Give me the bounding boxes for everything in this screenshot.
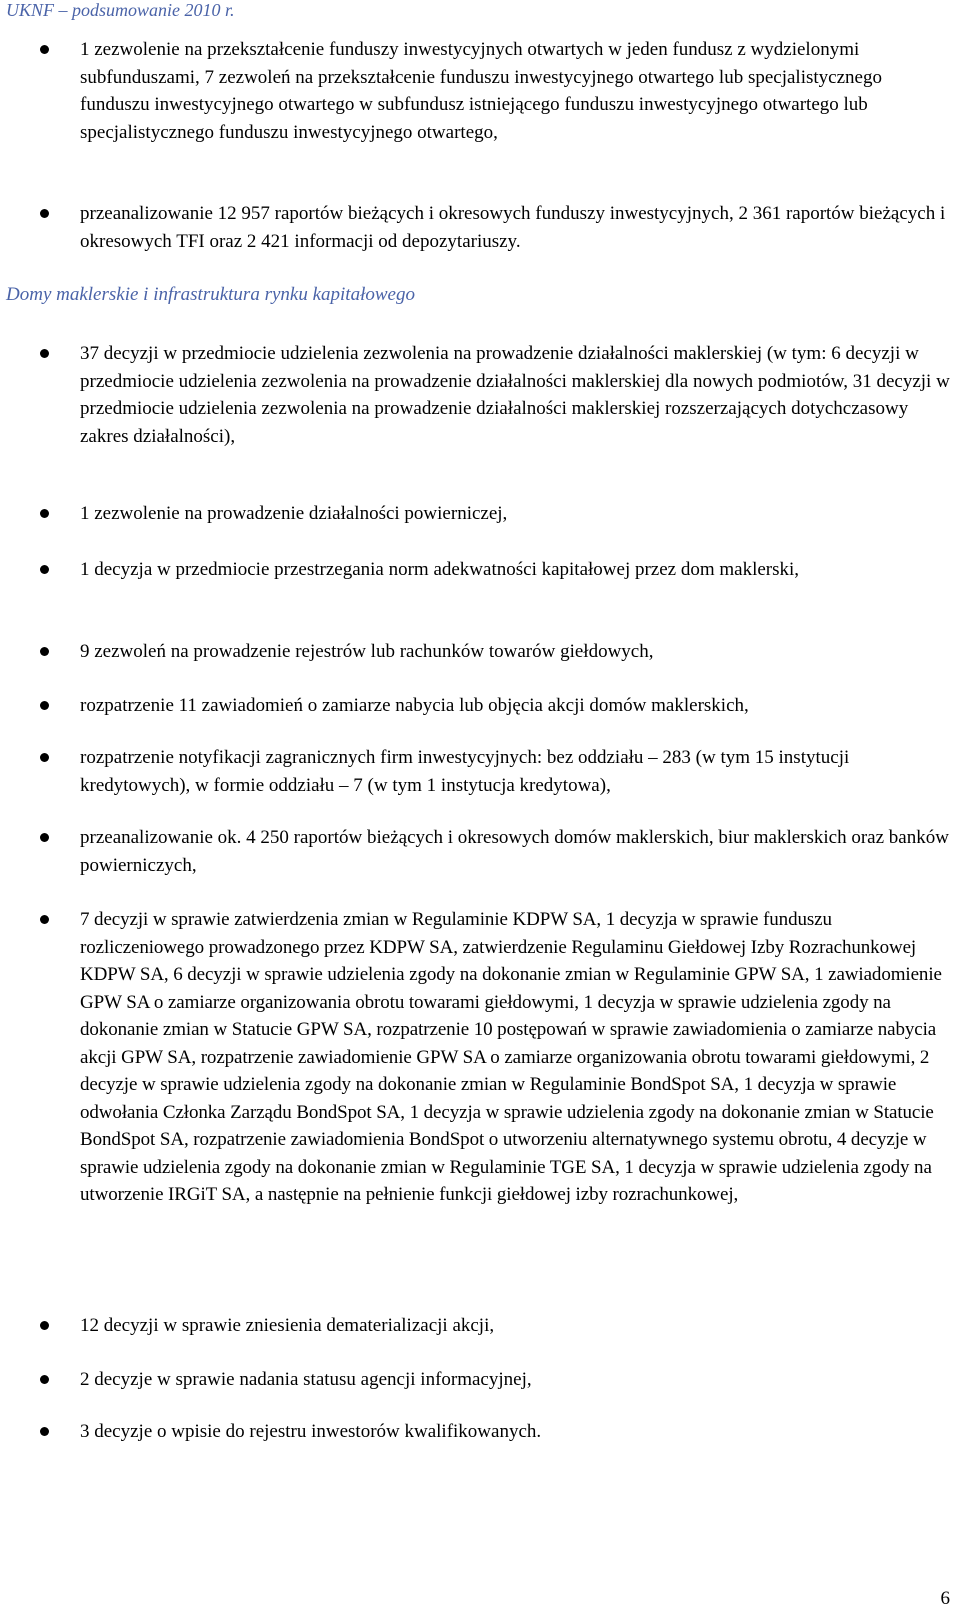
bullet-icon <box>40 701 49 710</box>
bullet-icon <box>40 915 49 924</box>
list-item-text: 3 decyzje o wpisie do rejestru inwestorów kwalifikowanych. <box>80 1421 542 1442</box>
bullet-icon <box>40 565 49 574</box>
bullet-icon <box>40 1375 49 1384</box>
page-header: UKNF – podsumowanie 2010 r. <box>6 0 235 20</box>
list-item-text: 7 decyzji w sprawie zatwierdzenia zmian w Regulaminie KDPW SA, 1 decyzja w sprawie funduszu rozliczeniowego prowadzonego przez KDPW SA, zatwierdzenie Regulaminu Giełdowej Izby Rozrachunkowej KDPW SA, 6 decyzji w sprawie udzielenia zgody na dokonanie zmian w Regulaminie GPW SA, 1 zawiadomienie GPW SA o zamiarze organizowania obrotu towarami giełdowymi, 1 decyzja w sprawie udzielenia zgody na dokonanie zmian w Statucie GPW SA, rozpatrzenie 10 postępowań w sprawie zawiadomienia o zamiarze nabycia akcji GPW SA, rozpatrzenie zawiadomienie GPW SA o zamiarze organizowania obrotu towarami giełdowymi, 2 decyzje w sprawie udzielenia zgody na dokonanie zmian w Regulaminie BondSpot SA, 1 decyzja w sprawie odwołania Członka Zarządu BondSpot SA, 1 decyzja w sprawie udzielenia zgody na dokonanie zmian w Statucie BondSpot SA, rozpatrzenie zawiadomienia BondSpot o utworzeniu alternatywnego systemu obrotu, 4 decyzje w sprawie udzielenia zgody na dokonanie zmian w Regulaminie TGE SA, 1 decyzja w sprawie udzielenia zgody na utworzenie IRGiT SA, a następnie na pełnienie funkcji giełdowej izby rozrachunkowej, <box>80 909 942 1205</box>
bullet-icon <box>40 753 49 762</box>
bullet-icon <box>40 647 49 656</box>
bullet-icon <box>40 45 49 54</box>
list-item-text: 12 decyzji w sprawie zniesienia dematerializacji akcji, <box>80 1315 495 1336</box>
section-title: Domy maklerskie i infrastruktura rynku kapitałowego <box>6 284 415 305</box>
list-item-text: rozpatrzenie 11 zawiadomień o zamiarze nabycia lub objęcia akcji domów maklerskich, <box>80 695 749 716</box>
bullet-icon <box>40 349 49 358</box>
list-item-text: 37 decyzji w przedmiocie udzielenia zezwolenia na prowadzenie działalności maklerskiej (w tym: 6 decyzji w przedmiocie udzielenia zezwolenia na prowadzenie działalności maklerskiej dla nowych podmiotów, 31 decyzji w przedmiocie udzielenia zezwolenia na prowadzenie działalności maklerskiej rozszerzających dotychczasowy zakres działalności), <box>80 343 950 447</box>
list-item-text: 1 decyzja w przedmiocie przestrzegania norm adekwatności kapitałowej przez dom maklerski, <box>80 559 800 580</box>
list-item-text: przeanalizowanie 12 957 raportów bieżących i okresowych funduszy inwestycyjnych, 2 361 raportów bieżących i okresowych TFI oraz 2 421 informacji od depozytariuszy. <box>80 203 946 252</box>
bullet-icon <box>40 1427 49 1436</box>
list-item-text: 1 zezwolenie na przekształcenie funduszy inwestycyjnych otwartych w jeden fundusz z wydzielonymi subfunduszami, 7 zezwoleń na przekształcenie funduszu inwestycyjnego otwartego lub specjalistycznego funduszu inwestycyjnego otwartego w subfundusz istniejącego funduszu inwestycyjnego otwartego lub specjalistycznego funduszu inwestycyjnego otwartego, <box>80 39 882 143</box>
bullet-icon <box>40 833 49 842</box>
bullet-icon <box>40 509 49 518</box>
list-item-text: rozpatrzenie notyfikacji zagranicznych firm inwestycyjnych: bez oddziału – 283 (w tym 15 instytucji kredytowych), w formie oddziału – 7 (w tym 1 instytucja kredytowa), <box>80 747 850 796</box>
page-number: 6 <box>940 1588 950 1609</box>
list-item-text: 2 decyzje w sprawie nadania statusu agencji informacyjnej, <box>80 1369 532 1390</box>
list-item-text: przeanalizowanie ok. 4 250 raportów bieżących i okresowych domów maklerskich, biur maklerskich oraz banków powierniczych, <box>80 827 949 876</box>
bullet-icon <box>40 209 49 218</box>
list-item-text: 9 zezwoleń na prowadzenie rejestrów lub rachunków towarów giełdowych, <box>80 641 654 662</box>
list-item-text: 1 zezwolenie na prowadzenie działalności powierniczej, <box>80 503 508 524</box>
bullet-icon <box>40 1321 49 1330</box>
